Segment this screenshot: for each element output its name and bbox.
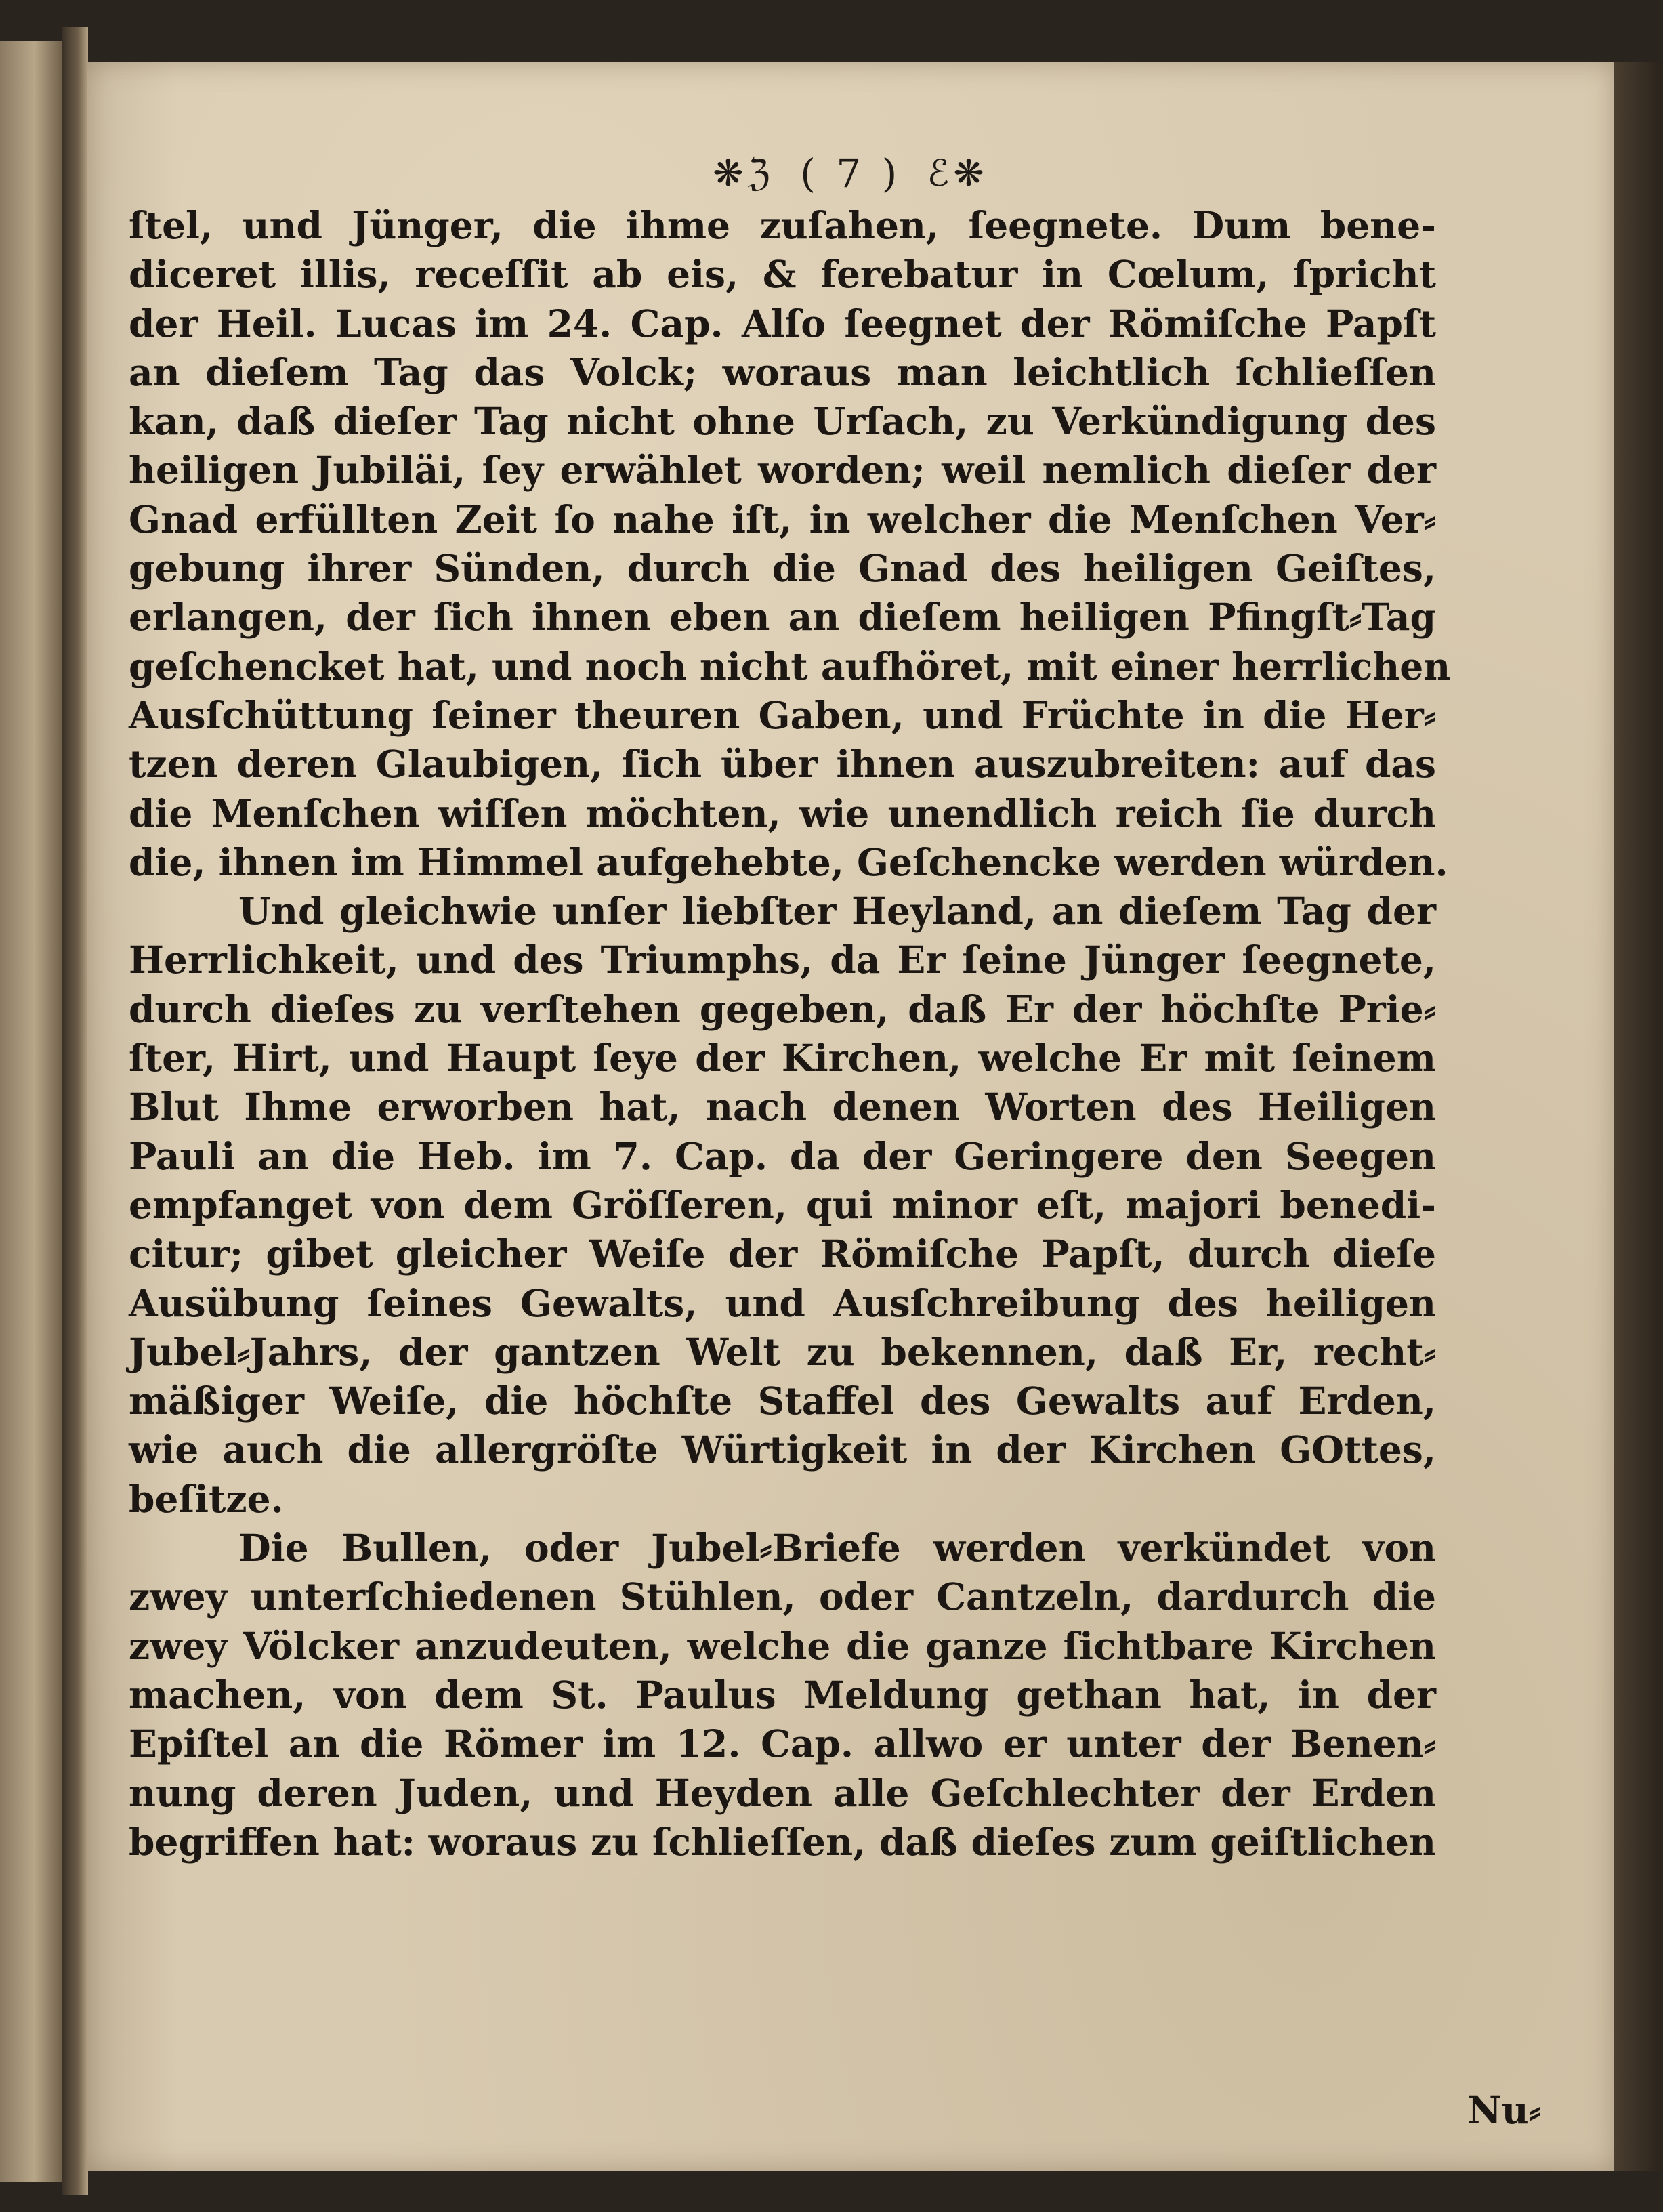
text-line: kan, daß dieſer Tag nicht ohne Urſach, zu Verkündigung des xyxy=(129,399,1436,444)
text-line: citur; gibet gleicher Weiſe der Römiſche Papſt, durch dieſe xyxy=(129,1232,1436,1276)
text-line: durch dieſes zu verſtehen gegeben, daß Er der höchſte Prie⸗ xyxy=(129,986,1436,1031)
text-line: zwey Völcker anzudeuten, welche die ganze ſichtbare Kirchen xyxy=(129,1623,1436,1668)
text-line: nung deren Juden, und Heyden alle Geſchlechter der Erden xyxy=(129,1770,1436,1815)
text-line: beſitze. xyxy=(129,1476,284,1521)
facing-page-edge xyxy=(0,41,62,2182)
body-text xyxy=(129,201,1451,1866)
text-line: Die Bullen, oder Jubel⸗Briefe werden verkündet von xyxy=(238,1526,1436,1570)
page-header xyxy=(87,147,1614,196)
text-line: gebung ihrer Sünden, durch die Gnad des heiligen Geiſtes, xyxy=(129,546,1436,591)
text-line: Gnad erfüllten Zeit ſo nahe iſt, in welcher die Menſchen Ver⸗ xyxy=(129,497,1436,541)
text-line: wie auch die allergröſte Würtigkeit in der Kirchen GOttes, xyxy=(129,1427,1436,1472)
text-line: begriffen hat: woraus zu ſchlieſſen, daß dieſes zum geiſtlichen xyxy=(129,1819,1436,1864)
text-line: die, ihnen im Himmel aufgehebte, Geſchencke werden würden. xyxy=(129,839,1448,884)
text-line: die Menſchen wiſſen möchten, wie unendlich reich ſie durch xyxy=(129,791,1436,835)
text-line: Jubel⸗Jahrs, der gantzen Welt zu bekennen, daß Er, recht⸗ xyxy=(129,1329,1436,1374)
text-line: tzen deren Glaubigen, ſich über ihnen auszubreiten: auf das xyxy=(129,742,1436,787)
page-right-margin-shadow xyxy=(1614,62,1663,2171)
text-line: Ausübung ſeines Gewalts, und Ausſchreibung des heiligen xyxy=(129,1280,1436,1325)
text-line: Blut Ihme erworben hat, nach denen Worten des Heiligen xyxy=(129,1085,1436,1129)
text-line: Und gleichwie unſer liebſter Heyland, an dieſem Tag der xyxy=(238,889,1436,934)
text-line: diceret illis, receſſit ab eis, & ferebatur in Cœlum, ſpricht xyxy=(129,252,1436,297)
catchword: Nu⸗ xyxy=(1467,2088,1541,2132)
header-ornament-left: ❋ℨ xyxy=(713,152,774,195)
book-page xyxy=(87,62,1614,2171)
text-line: mäßiger Weiſe, die höchſte Staffel des Gewalts auf Erden, xyxy=(129,1379,1436,1423)
text-line: ſter, Hirt, und Haupt ſeye der Kirchen, welche Er mit ſeinem xyxy=(129,1036,1436,1081)
text-line: geſchencket hat, und noch nicht aufhöret, mit einer herrlichen xyxy=(129,644,1451,688)
text-line: Ausſchüttung ſeiner theuren Gaben, und Früchte in die Her⸗ xyxy=(129,692,1436,737)
text-line: Epiſtel an die Römer im 12. Cap. allwo er unter der Benen⸗ xyxy=(129,1721,1436,1766)
page-number: ( 7 ) xyxy=(800,150,902,196)
text-line: der Heil. Lucas im 24. Cap. Alſo ſeegnet der Römiſche Papſt xyxy=(129,301,1436,346)
text-line: machen, von dem St. Paulus Meldung gethan hat, in der xyxy=(129,1672,1436,1717)
text-line: Pauli an die Heb. im 7. Cap. da der Geringere den Seegen xyxy=(129,1133,1436,1178)
text-line: heiligen Jubiläi, ſey erwählet worden; weil nemlich dieſer der xyxy=(129,448,1436,493)
header-ornament-right: ℰ❋ xyxy=(927,152,988,195)
text-line: erlangen, der ſich ihnen eben an dieſem heiligen Pfingſt⸗Tag xyxy=(129,595,1436,640)
text-line: Herrlichkeit, und des Triumphs, da Er ſeine Jünger ſeegnete, xyxy=(129,938,1436,982)
book-gutter xyxy=(62,27,88,2195)
text-line: ſtel, und Jünger, die ihme zuſahen, ſeegnete. Dum bene- xyxy=(129,203,1436,247)
text-line: empfanget von dem Gröſſeren, qui minor eſt, majori benedi- xyxy=(129,1182,1436,1227)
text-line: an dieſem Tag das Volck; woraus man leichtlich ſchlieſſen xyxy=(129,350,1436,394)
text-line: zwey unterſchiedenen Stühlen, oder Cantzeln, dardurch die xyxy=(129,1574,1436,1619)
